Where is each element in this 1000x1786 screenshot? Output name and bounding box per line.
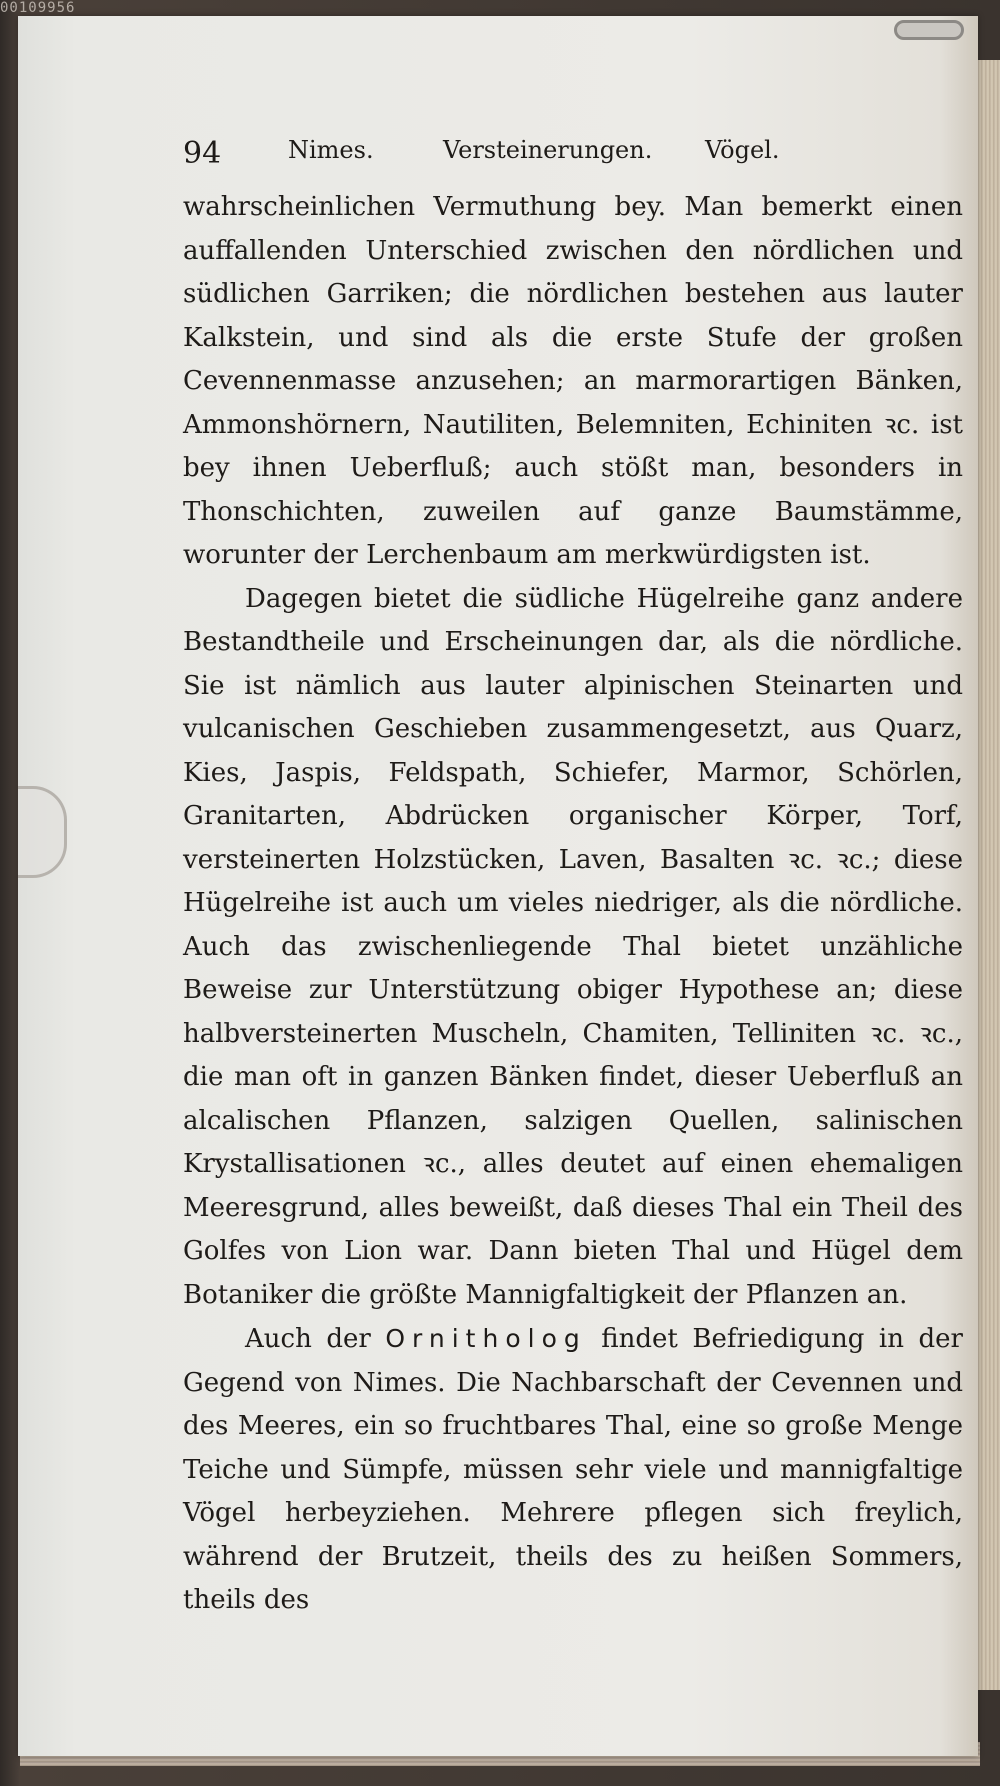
paragraph-1: wahrscheinlichen Vermuthung bey. Man bemerkt einen auffallenden Unterschied zwischen den nördlichen und südlichen Garriken; die nördlichen bestehen aus lauter Kalkstein, und sind als die erste Stufe der großen Cevennenmasse anzusehen; an marmorartigen Bänken, Ammonshörnern, Nautiliten, Belemniten, Echiniten ꝛc. ist bey ihnen Ueberfluß; auch stößt man, besonders in Thonschichten, zuweilen auf ganze Baumstämme, worunter der Lerchenbaum am merkwürdigsten ist. [183, 192, 963, 570]
page-number: 94 [183, 136, 222, 171]
header-topic-birds: Vögel. [705, 136, 780, 164]
scan-id-label: 00109956 [0, 0, 76, 16]
page-clip-hook [894, 20, 964, 40]
paragraph-2: Dagegen bietet die südliche Hügelreihe ganz andere Bestandtheile und Erscheinungen dar, als die nördliche. Sie ist nämlich aus lauter alpinischen Steinarten und vulcanischen Geschieben zusammengesetzt, aus Quarz, Kies, Jaspis, Feldspath, Schiefer, Marmor, Schörlen, Granitarten, Abdrücken organischer Körper, Torf, versteinerten Holzstücken, Laven, Basalten ꝛc. ꝛc.; diese Hügelreihe ist auch um vieles niedriger, als die nördliche. Auch das zwischenliegende Thal bietet unzähliche Beweise zur Unterstützung obiger Hypothese an; diese halbversteinerten Muscheln, Chamiten, Telliniten ꝛc. ꝛc., die man oft in ganzen Bänken findet, dieser Ueberfluß an alcalischen Pflanzen, salzigen Quellen, salinischen Krystallisationen ꝛc., alles deutet auf einen ehemaligen Meeresgrund, alles beweißt, daß dieses Thal ein Theil des Golfes von Lion war. Dann bieten Thal und Hügel dem Botaniker die größte Mannigfaltigkeit der Pflanzen an. [183, 583, 963, 1310]
emphasized-term: Ornitholog [385, 1324, 587, 1353]
page-text [183, 128, 963, 1623]
running-header [183, 128, 963, 186]
header-topic-fossils: Versteinerungen. [443, 136, 653, 164]
paragraph-3-start: Auch der [245, 1324, 386, 1354]
page-clip [18, 786, 67, 878]
paragraph-3 [183, 1317, 963, 1623]
header-place: Nimes. [288, 136, 374, 164]
paragraph-3-rest: findet Befriedigung in der Gegend von Nimes. Die Nachbarschaft der Cevennen und des Meeres, ein so fruchtbares Thal, eine so große Menge Teiche und Sümpfe, müssen sehr viele und mannigfaltige Vögel herbeyziehen. Mehrere pflegen sich freylich, während der Brutzeit, theils des zu heißen Sommers, theils des [183, 1324, 963, 1615]
book-page [18, 16, 978, 1756]
